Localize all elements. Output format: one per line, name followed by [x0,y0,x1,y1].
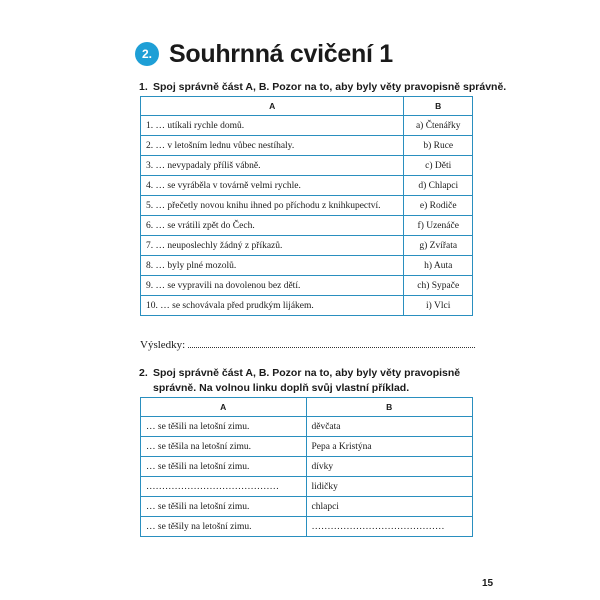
cell-b: b) Ruce [404,136,473,156]
cell-b: c) Děti [404,156,473,176]
cell-a: 4. … se vyráběla v továrně velmi rychle. [141,176,404,196]
cell-b: e) Rodiče [404,196,473,216]
cell-a: 9. … se vypravili na dovolenou bez dětí. [141,276,404,296]
task1-text: Spoj správně část A, B. Pozor na to, aby byly věty pravopisně správně. [153,81,507,93]
cell-a: … se těšili na letošní zimu. [141,457,307,477]
table-row [141,437,473,457]
table-row [141,116,473,136]
page-title: Souhrnná cvičení 1 [169,39,393,68]
cell-b: g) Zvířata [404,236,473,256]
task2-table [140,397,473,537]
cell-a: 3. … nevypadaly příliš vábně. [141,156,404,176]
results-answer-field[interactable] [188,338,475,348]
table-row [141,497,473,517]
cell-a: … se těšili na letošní zimu. [141,497,307,517]
table-row [141,417,473,437]
cell-b: Pepa a Kristýna [306,437,473,457]
cell-b: d) Chlapci [404,176,473,196]
cell-b: f) Uzenáče [404,216,473,236]
cell-a: 8. … byly plné mozolů. [141,256,404,276]
cell-b: dívky [306,457,473,477]
table-header-row [141,97,473,116]
table-row [141,296,473,316]
section-header [135,38,393,70]
cell-a: 10. … se schovávala před prudkým lijákem. [141,296,404,316]
cell-b: i) Vlci [404,296,473,316]
cell-a: 2. … v letošním lednu vůbec nestíhaly. [141,136,404,156]
task1-instruction [139,80,506,95]
task2-instruction [139,366,498,396]
table-row [141,256,473,276]
table-row [141,176,473,196]
task2-text: Spoj správně část A, B. Pozor na to, aby byly věty pravopisně správně. Na volnou linku doplň svůj vlastní příklad. [153,367,461,394]
task2-number: 2. [139,367,148,379]
column-header-a: A [141,398,307,417]
table-row [141,457,473,477]
task1-table [140,96,473,316]
cell-b-blank[interactable]: …………………………………… [306,517,473,537]
cell-a: 6. … se vrátili zpět do Čech. [141,216,404,236]
cell-a-blank[interactable]: …………………………………… [141,477,307,497]
cell-b: a) Čtenářky [404,116,473,136]
cell-a: 1. … utíkali rychle domů. [141,116,404,136]
table-header-row [141,398,473,417]
cell-a: … se těšili na letošní zimu. [141,417,307,437]
table-row [141,276,473,296]
table-row [141,477,473,497]
cell-b: lidičky [306,477,473,497]
cell-a: … se těšila na letošní zimu. [141,437,307,457]
section-number-badge: 2. [135,42,159,66]
cell-a: … se těšily na letošní zimu. [141,517,307,537]
cell-b: děvčata [306,417,473,437]
page-number: 15 [482,578,494,589]
task1-number: 1. [139,81,148,93]
table-row [141,236,473,256]
column-header-a: A [141,97,404,116]
cell-b: h) Auta [404,256,473,276]
results-line [140,338,475,351]
table-row [141,136,473,156]
results-label: Výsledky: [140,339,186,351]
table-row [141,216,473,236]
cell-b: ch) Sypače [404,276,473,296]
cell-b: chlapci [306,497,473,517]
table-row [141,517,473,537]
cell-a: 5. … přečetly novou knihu ihned po příchodu z knihkupectví. [141,196,404,216]
table-row [141,196,473,216]
column-header-b: B [404,97,473,116]
column-header-b: B [306,398,473,417]
cell-a: 7. … neuposlechly žádný z příkazů. [141,236,404,256]
table-row [141,156,473,176]
